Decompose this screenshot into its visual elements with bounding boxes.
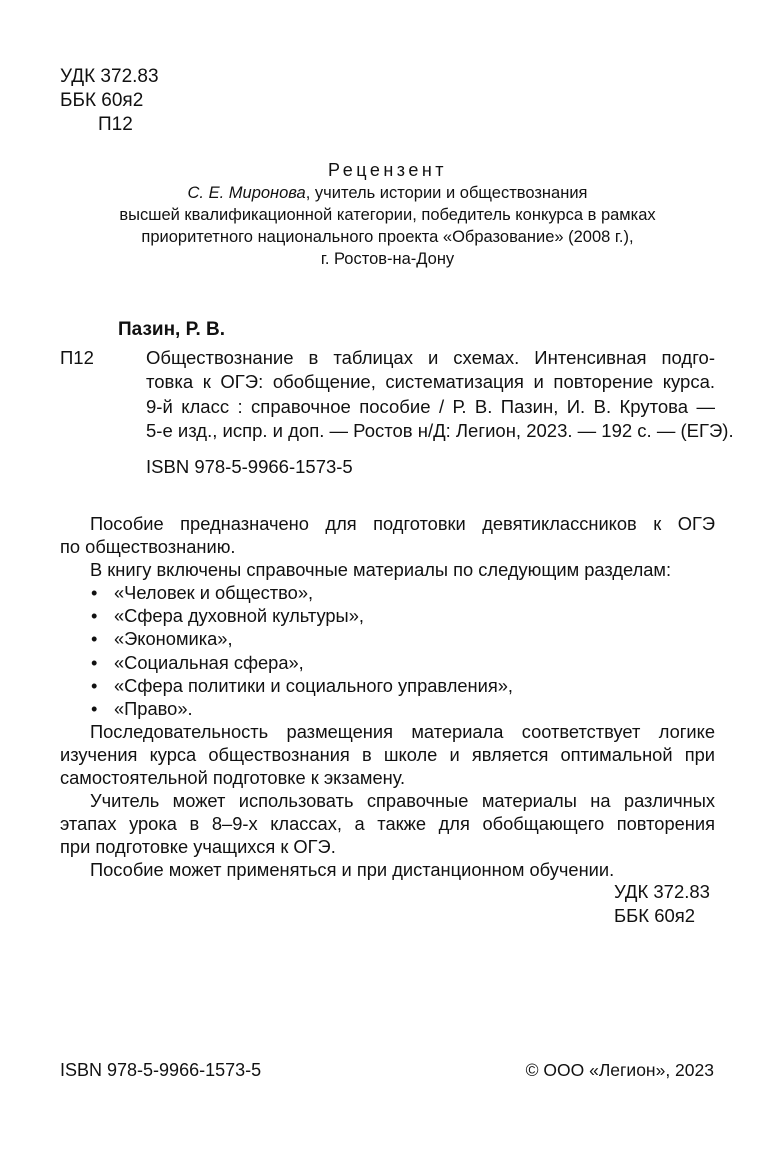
bullet-icon: • [91,628,98,650]
abstract-sections-intro: В книгу включены справочные материалы по следующим разделам: [90,559,672,581]
udk-code: УДК 372.83 [614,881,710,902]
abstract [60,512,715,882]
bibliographic-description [146,346,734,443]
udk-block-top [60,65,159,137]
abstract-paragraph-3-cont: изучения курса обществознания в школе и является оптимальной при [60,743,715,765]
section-list-item: • «Сфера политики и социального управления», [91,674,513,696]
reviewer-name: С. Е. Миронова [187,184,306,202]
book-author-mark: П12 [60,347,94,368]
reviewer-line-2: высшей квалификационной категории, победитель конкурса в рамках [119,206,656,224]
section-list-item: • «Социальная сфера», [91,651,304,673]
bbk-code: ББК 60я2 [60,90,144,111]
reviewer-line-4: г. Ростов-на-Дону [320,250,455,268]
section-list-item: • «Экономика», [91,628,233,650]
reviewer-line-1 [60,182,715,204]
udk-code: УДК 372.83 [60,66,159,87]
isbn-middle: ISBN 978-5-9966-1573-5 [146,456,353,477]
biblio-line: товка к ОГЭ: обобщение, систематизация и повторение курса. [146,371,715,393]
abstract-paragraph-1: Пособие предназначено для подготовки девятиклассников к ОГЭ [90,513,715,534]
author-mark: П12 [98,114,133,135]
bullet-icon: • [91,605,98,627]
udk-block-bottom [614,880,710,928]
abstract-paragraph-5: Пособие может применяться и при дистанционном обучении. [90,859,615,881]
abstract-paragraph-1-cont: по обществознанию. [60,536,236,558]
footer-copyright: © ООО «Легион», 2023 [525,1060,714,1080]
bullet-icon: • [91,697,98,719]
book-author: Пазин, Р. В. [118,319,225,340]
biblio-line: 9-й класс : справочное пособие / Р. В. Пазин, И. В. Крутова — [146,395,715,417]
section-list-item: • «Право». [91,697,193,719]
reviewer-title: , учитель истории и обществознания [305,184,588,202]
footer-isbn: ISBN 978-5-9966-1573-5 [60,1060,262,1080]
bullet-icon: • [91,651,98,673]
abstract-paragraph-4-cont: этапах урока в 8–9-х классах, а также для обобщающего повторения [60,813,715,835]
reviewer-block [60,158,715,270]
abstract-paragraph-4: Учитель может использовать справочные материалы на различных [90,790,715,812]
section-list-item: • «Человек и общество», [91,582,314,604]
abstract-paragraph-3-end: самостоятельной подготовке к экзамену. [60,767,406,789]
bbk-code: ББК 60я2 [614,905,696,926]
reviewer-line-3: приоритетного национального проекта «Образование» (2008 г.), [141,228,634,246]
biblio-line: 5-е изд., испр. и доп. — Ростов н/Д: Легион, 2023. — 192 с. — (ЕГЭ). [146,419,734,441]
bullet-icon: • [91,582,98,604]
reviewer-heading: Рецензент [327,160,448,180]
abstract-paragraph-4-end: при подготовке учащихся к ОГЭ. [60,836,336,858]
abstract-paragraph-3: Последовательность размещения материала соответствует логике [90,720,715,742]
biblio-line: Обществознание в таблицах и схемах. Интенсивная подго- [146,347,715,368]
bullet-icon: • [91,674,98,696]
section-list-item: • «Сфера духовной культуры», [91,605,364,627]
